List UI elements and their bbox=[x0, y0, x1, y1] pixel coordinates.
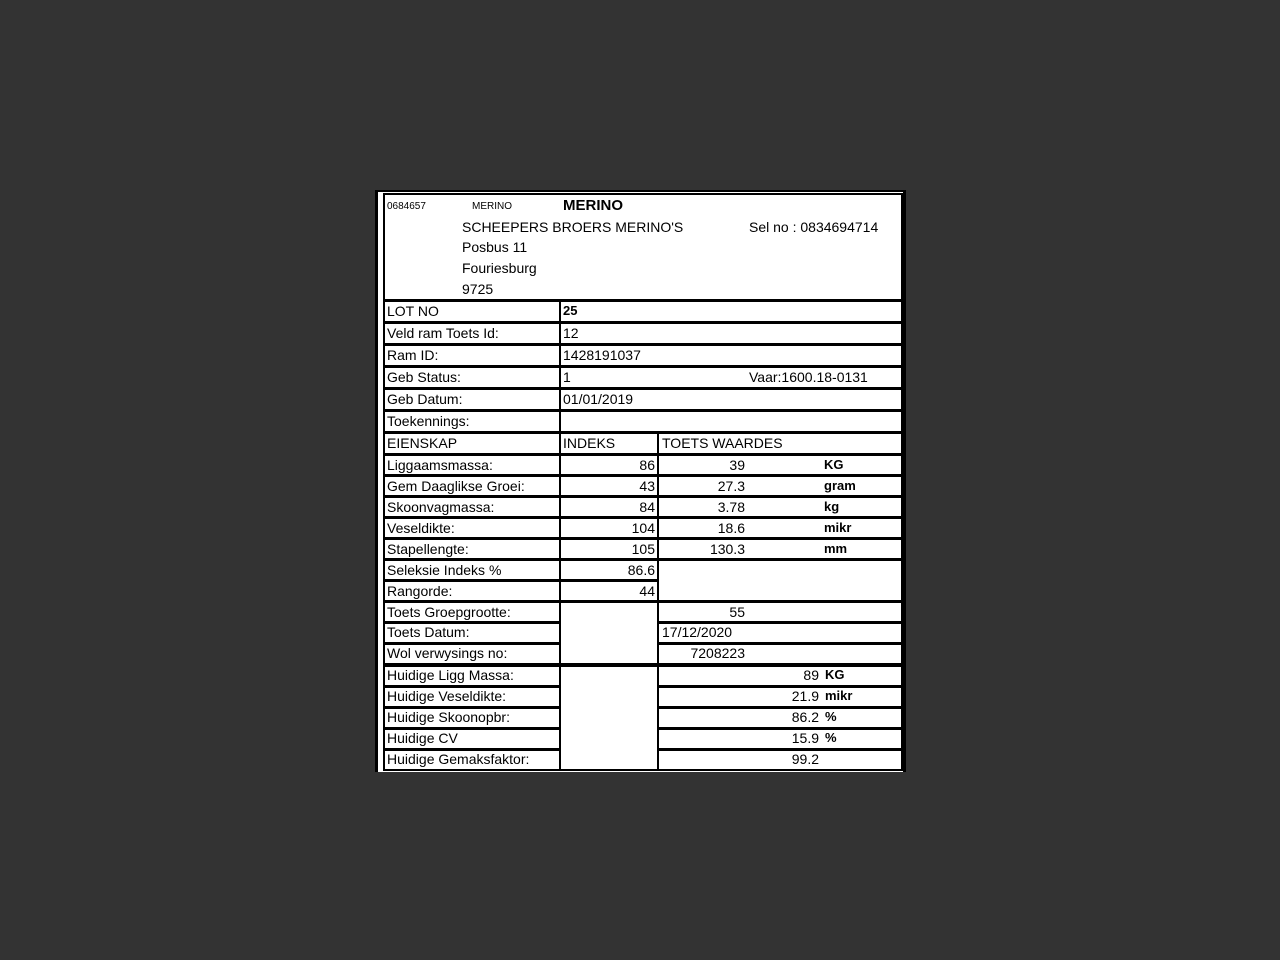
trait-value: 39 bbox=[729, 457, 745, 473]
trait-unit: mikr bbox=[824, 520, 852, 535]
lot-no-value: 25 bbox=[563, 303, 578, 318]
right-frame-line bbox=[903, 190, 906, 772]
breed-title: MERINO bbox=[563, 197, 623, 214]
current-label: Huidige Skoonopbr: bbox=[387, 709, 510, 725]
trait-unit: gram bbox=[824, 478, 856, 493]
column-header-values: TOETS WAARDES bbox=[662, 435, 783, 451]
current-unit: KG bbox=[825, 667, 845, 682]
phone-number: Sel no : 0834694714 bbox=[749, 219, 879, 235]
blank-current-index-cell bbox=[559, 665, 659, 771]
birth-date-value: 01/01/2019 bbox=[563, 391, 634, 407]
trait-value: 3.78 bbox=[717, 499, 745, 515]
birth-status-value: 1 bbox=[563, 369, 571, 385]
current-label: Huidige Ligg Massa: bbox=[387, 667, 514, 683]
trait-index: 104 bbox=[631, 520, 655, 536]
blank-merged-cell bbox=[657, 559, 903, 602]
blank-index-cell bbox=[559, 601, 659, 665]
lot-no-value-cell bbox=[559, 300, 903, 323]
selection-index-label: Seleksie Indeks % bbox=[387, 562, 502, 578]
current-value: 99.2 bbox=[791, 751, 819, 767]
trait-value: 27.3 bbox=[717, 478, 745, 494]
group-size-label: Toets Groepgrootte: bbox=[387, 604, 511, 620]
wool-ref-label: Wol verwysings no: bbox=[387, 645, 508, 661]
address-line-1: Posbus 11 bbox=[462, 239, 528, 255]
left-frame-line bbox=[375, 190, 378, 772]
current-unit: % bbox=[825, 730, 837, 745]
current-value: 89 bbox=[803, 667, 819, 683]
trait-label: Gem Daaglikse Groei: bbox=[387, 478, 525, 494]
ram-id-label: Ram ID: bbox=[387, 347, 439, 363]
awards-value-cell bbox=[559, 410, 903, 433]
trait-value: 18.6 bbox=[717, 520, 745, 536]
current-unit: % bbox=[825, 709, 837, 724]
current-unit: mikr bbox=[825, 688, 853, 703]
test-date-value: 17/12/2020 bbox=[662, 624, 733, 640]
top-frame-line bbox=[375, 190, 906, 192]
breed-small: MERINO bbox=[472, 201, 512, 212]
current-value: 86.2 bbox=[791, 709, 819, 725]
rank-label: Rangorde: bbox=[387, 583, 453, 599]
column-header-property: EIENSKAP bbox=[387, 435, 458, 451]
birth-status-label: Geb Status: bbox=[387, 369, 461, 385]
postcode: 9725 bbox=[462, 281, 494, 297]
trait-unit: kg bbox=[824, 499, 840, 514]
column-header-index: INDEKS bbox=[563, 435, 616, 451]
trait-unit: mm bbox=[824, 541, 848, 556]
birth-date-label: Geb Datum: bbox=[387, 391, 463, 407]
ram-id-value: 1428191037 bbox=[563, 347, 641, 363]
ram-certificate bbox=[375, 190, 906, 772]
test-date-label: Toets Datum: bbox=[387, 624, 470, 640]
current-label: Huidige CV bbox=[387, 730, 458, 746]
current-value: 15.9 bbox=[791, 730, 819, 746]
trait-index: 86 bbox=[639, 457, 655, 473]
rank-value: 44 bbox=[639, 583, 655, 599]
trait-index: 84 bbox=[639, 499, 655, 515]
trait-index: 105 bbox=[631, 541, 655, 557]
current-label: Huidige Veseldikte: bbox=[387, 688, 507, 704]
header-box bbox=[383, 193, 903, 301]
animal-code: 0684657 bbox=[387, 201, 426, 212]
current-label: Huidige Gemaksfaktor: bbox=[387, 751, 530, 767]
wool-ref-value: 7208223 bbox=[690, 645, 745, 661]
trait-label: Skoonvagmassa: bbox=[387, 499, 495, 515]
awards-label: Toekennings: bbox=[387, 413, 470, 429]
test-id-value-cell bbox=[559, 322, 903, 345]
address-line-2: Fouriesburg bbox=[462, 260, 537, 276]
trait-label: Veseldikte: bbox=[387, 520, 455, 536]
sire-value: Vaar:1600.18-0131 bbox=[749, 369, 868, 385]
test-id-value: 12 bbox=[563, 325, 579, 341]
trait-index: 43 bbox=[639, 478, 655, 494]
trait-value: 130.3 bbox=[709, 541, 745, 557]
selection-index-value: 86.6 bbox=[627, 562, 655, 578]
trait-unit: KG bbox=[824, 457, 844, 472]
group-size-value: 55 bbox=[729, 604, 745, 620]
owner-name: SCHEEPERS BROERS MERINO'S bbox=[462, 219, 684, 235]
test-id-label: Veld ram Toets Id: bbox=[387, 325, 499, 341]
trait-label: Liggaamsmassa: bbox=[387, 457, 493, 473]
lot-no-label: LOT NO bbox=[387, 303, 439, 319]
trait-label: Stapellengte: bbox=[387, 541, 469, 557]
current-value: 21.9 bbox=[791, 688, 819, 704]
